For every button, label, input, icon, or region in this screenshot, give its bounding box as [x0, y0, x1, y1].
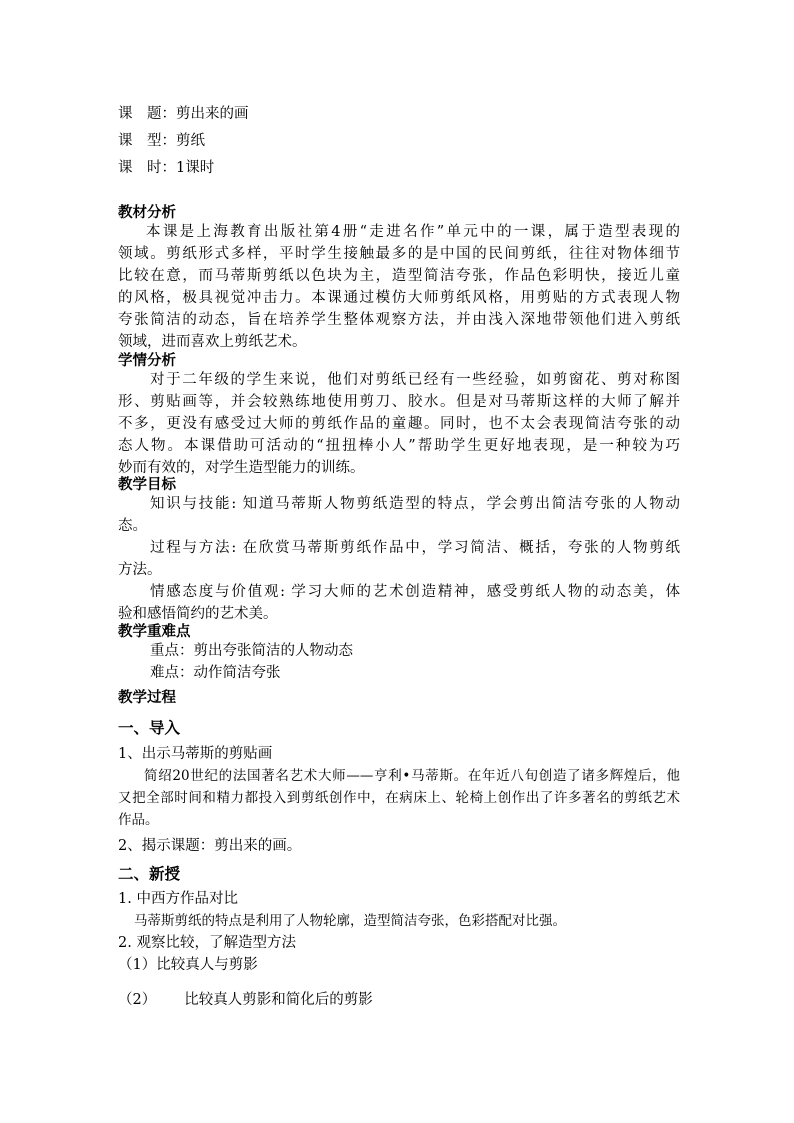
intro-text-1: 简绍20世纪的法国著名艺术大师——亨利•马蒂斯。在年近八旬创造了诸多辉煌后，他 [144, 768, 680, 784]
analysis-line-5: 夸张简洁的动态，旨在培养学生整体观察方法，并由浅入深地带领他们进入剪纸 [118, 312, 680, 328]
keypoint-difficult: 难点：动作简洁夸张 [150, 665, 281, 681]
analysis-line-1: 本课是上海教育出版社第4册“走进名作”单元中的一课，属于造型表现的 [146, 224, 680, 240]
analysis-line-3: 比较在意，而马蒂斯剪纸以色块为主，造型简洁夸张，作品色彩明快，接近儿童 [118, 268, 680, 284]
goals-heading: 教学目标 [118, 477, 176, 493]
new-heading: 二、新授 [118, 865, 181, 883]
intro-text-2: 又把全部时间和精力都投入到剪纸创作中，在病床上、轮椅上创作出了许多著名的剪纸艺术 [118, 790, 680, 806]
keypoint-key: 重点：剪出夸张简洁的人物动态 [150, 643, 353, 659]
sub-step-2 [118, 990, 373, 1010]
learners-line-2: 形、剪贴画等，并会较熟练地使用剪刀、胶水。但是对马蒂斯这样的大师了解并 [118, 394, 680, 410]
analysis-line-2: 领域。剪纸形式多样，平时学生接触最多的是中国的民间剪纸，往往对物体细节 [118, 246, 680, 262]
sub-step-1: （1）比较真人与剪影 [118, 957, 258, 973]
keypoints-heading: 教学重难点 [118, 624, 191, 640]
lesson-hours: 课 时：1课时 [118, 160, 215, 176]
intro-text-3: 作品。 [118, 812, 159, 828]
analysis-line-6: 领域，进而喜欢上剪纸艺术。 [118, 334, 307, 350]
learners-line-3: 不多，更没有感受过大师的剪纸作品的童趣。同时，也不太会表现简洁夸张的动 [118, 416, 680, 432]
analysis-heading: 教材分析 [118, 205, 176, 221]
sub-step-2-text: 比较真人剪影和简化后的剪影 [184, 992, 373, 1008]
process-heading: 教学过程 [118, 690, 176, 706]
learners-line-4: 态人物。本课借助可活动的“扭扭棒小人”帮助学生更好地表现，是一种较为巧 [118, 438, 680, 454]
intro-step-1: 1、出示马蒂斯的剪贴画 [118, 746, 273, 762]
new-step-2: 2. 观察比较，了解造型方法 [118, 935, 296, 951]
goals-line-4: 方法。 [118, 562, 162, 578]
learners-heading: 学情分析 [118, 353, 176, 369]
goals-line-3: 过程与方法: 在欣赏马蒂斯剪纸作品中，学习简洁、概括，夸张的人物剪纸 [150, 540, 680, 556]
intro-heading: 一、导入 [118, 719, 181, 737]
new-step-1: 1. 中西方作品对比 [118, 891, 238, 907]
goals-line-5: 情感态度与价值观: 学习大师的艺术创造精神，感受剪纸人物的动态美，体 [150, 584, 680, 600]
new-step-1-text: 马蒂斯剪纸的特点是利用了人物轮廓，造型简洁夸张，色彩搭配对比强。 [134, 913, 566, 929]
analysis-line-4: 的风格，极具视觉冲击力。本课通过模仿大师剪纸风格，用剪贴的方式表现人物 [118, 290, 680, 306]
goals-line-2: 态。 [118, 518, 147, 534]
goals-line-6: 验和感悟简约的艺术美。 [118, 606, 278, 622]
intro-step-2: 2、揭示课题：剪出来的画。 [118, 838, 302, 854]
goals-line-1: 知识与技能: 知道马蒂斯人物剪纸造型的特点，学会剪出简洁夸张的人物动 [150, 496, 680, 512]
lesson-type: 课 型：剪纸 [118, 133, 205, 149]
sub-step-2-number: （2） [118, 992, 157, 1008]
learners-line-5: 妙而有效的，对学生造型能力的训练。 [118, 460, 365, 476]
learners-line-1: 对于二年级的学生来说，他们对剪纸已经有一些经验，如剪窗花、剪对称图 [150, 372, 680, 388]
lesson-topic: 课 题：剪出来的画 [118, 106, 249, 122]
